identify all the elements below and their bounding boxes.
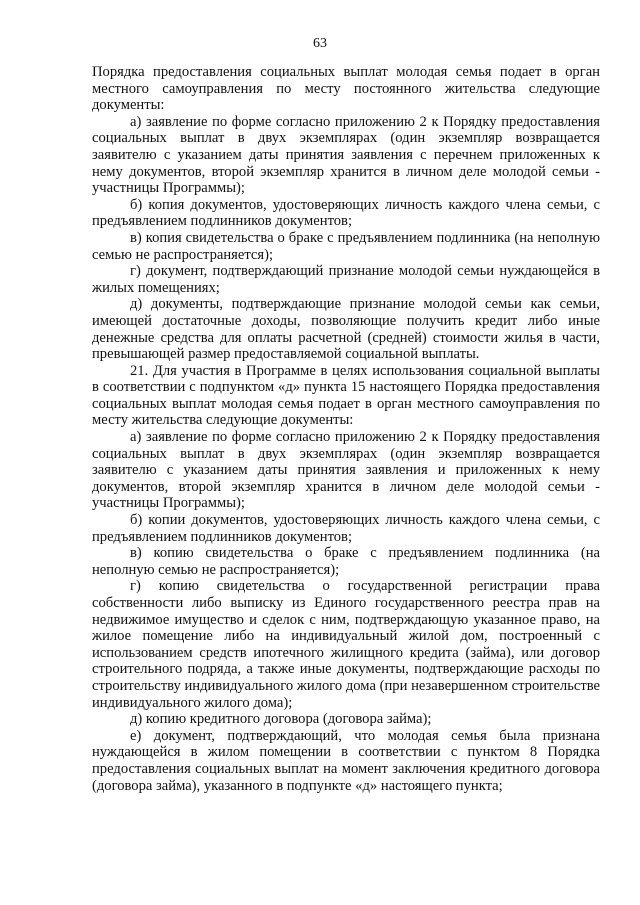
- paragraph-item-v: в) копия свидетельства о браке с предъявлением подлинника (на неполную семью не распространяется);: [92, 229, 600, 263]
- paragraph-section-21: 21. Для участия в Программе в целях использования социальной выплаты в соответствии с подпунктом «д» пункта 15 настоящего Порядка предоставления социальных выплат молодая семья подает в орган местного самоуправления по месту жительства следующие документы:: [92, 362, 600, 429]
- document-body: [92, 64, 600, 794]
- paragraph-item-d: д) документы, подтверждающие признание молодой семьи как семьи, имеющей достаточные доходы, позволяющие получить кредит либо иные денежные средства для оплаты расчетной (средней) стоимости жилья в части, превышающей размер предоставляемой социальной выплаты.: [92, 296, 600, 363]
- paragraph-item-g: г) документ, подтверждающий признание молодой семьи нуждающейся в жилых помещениях;: [92, 263, 600, 296]
- page-number: 63: [313, 36, 327, 51]
- paragraph-21-item-a: а) заявление по форме согласно приложению 2 к Порядку предоставления социальных выплат в двух экземплярах (один экземпляр возвращается заявителю с указанием даты принятия заявления и приложенных к нему документов, второй экземпляр хранится в личном деле молодой семьи - участницы Программы);: [92, 429, 600, 512]
- paragraph-21-item-g: г) копию свидетельства о государственной регистрации права собственности либо выписку из Единого государственного реестра прав на недвижимое имущество и сделок с ним, подтверждающую указанное право, на жилое помещение либо на индивидуальный жилой дом, построенный с использованием средств ипотечного жилищного кредита (займа), или договор строительного подряда, а также иные документы, подтверждающие расходы по строительству индивидуального жилого дома (при незавершенном строительстве индивидуального жилого дома);: [92, 578, 600, 711]
- paragraph-21-item-v: в) копию свидетельства о браке с предъявлением подлинника (на неполную семью не распространяется);: [92, 545, 600, 578]
- paragraph-intro: Порядка предоставления социальных выплат молодая семья подает в орган местного самоуправления по месту постоянного жительства следующие документы:: [92, 64, 600, 114]
- paragraph-item-b: б) копия документов, удостоверяющих личность каждого члена семьи, с предъявлением подлинников документов;: [92, 196, 600, 230]
- paragraph-21-item-e: е) документ, подтверждающий, что молодая семья была признана нуждающейся в жилом помещении в соответствии с пунктом 8 Порядка предоставления социальных выплат на момент заключения кредитного договора (договора займа), указанного в подпункте «д» настоящего пункта;: [92, 727, 600, 794]
- paragraph-item-a: а) заявление по форме согласно приложению 2 к Порядку предоставления социальных выплат в двух экземплярах (один экземпляр возвращается заявителю с указанием даты принятия заявления с перечнем приложенных к нему документов, второй экземпляр хранится в личном деле молодой семьи - участницы Программы);: [92, 113, 600, 197]
- paragraph-21-item-d: д) копию кредитного договора (договора займа);: [130, 711, 432, 728]
- paragraph-21-item-b: б) копии документов, удостоверяющих личность каждого члена семьи, с предъявлением подлинников документов;: [92, 512, 600, 545]
